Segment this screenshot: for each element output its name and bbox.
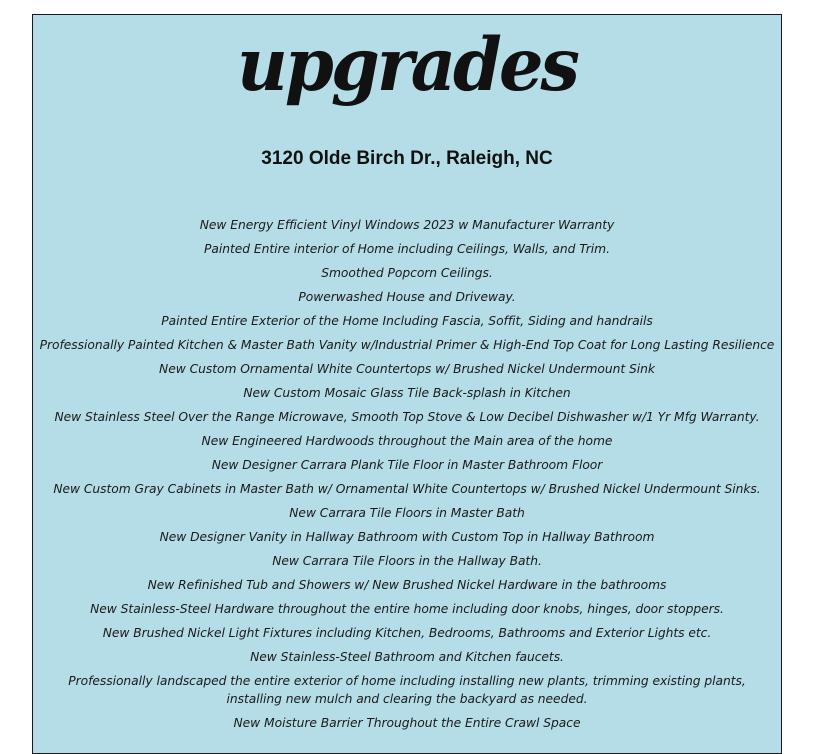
list-item: New Custom Ornamental White Countertops w/ Brushed Nickel Undermount Sink bbox=[159, 362, 655, 376]
list-item: New Refinished Tub and Showers w/ New Brushed Nickel Hardware in the bathrooms bbox=[147, 578, 667, 592]
list-item: New Stainless Steel Over the Range Microwave, Smooth Top Stove & Low Decibel Dishwasher w/1 Yr Mfg Warranty. bbox=[54, 410, 760, 424]
list-item: Professionally Painted Kitchen & Master Bath Vanity w/Industrial Primer & High-End Top Coat for Long Lasting Resilience bbox=[39, 338, 775, 352]
list-item: New Custom Mosaic Glass Tile Back-splash in Kitchen bbox=[243, 386, 571, 400]
list-item: New Designer Vanity in Hallway Bathroom with Custom Top in Hallway Bathroom bbox=[159, 530, 655, 544]
list-item: New Stainless-Steel Bathroom and Kitchen faucets. bbox=[250, 650, 564, 664]
list-item: New Custom Gray Cabinets in Master Bath w/ Ornamental White Countertops w/ Brushed Nickel Undermount Sinks. bbox=[53, 482, 761, 496]
list-item: New Stainless-Steel Hardware throughout the entire home including door knobs, hinges, door stoppers. bbox=[90, 602, 724, 616]
upgrades-title: upgrades bbox=[237, 20, 577, 109]
list-item-landscaping bbox=[33, 669, 781, 711]
list-item: New Moisture Barrier Throughout the Entire Crawl Space bbox=[233, 716, 581, 730]
list-item: Painted Entire interior of Home including Ceilings, Walls, and Trim. bbox=[204, 242, 610, 256]
list-item: Painted Entire Exterior of the Home Including Fascia, Soffit, Siding and handrails bbox=[161, 314, 653, 328]
list-item: New Carrara Tile Floors in the Hallway Bath. bbox=[272, 554, 542, 568]
property-address: 3120 Olde Birch Dr., Raleigh, NC bbox=[261, 148, 553, 169]
list-item: Smoothed Popcorn Ceilings. bbox=[321, 266, 493, 280]
list-item: New Engineered Hardwoods throughout the Main area of the home bbox=[201, 434, 613, 448]
landscaping-line-2: installing new mulch and clearing the backyard as needed. bbox=[226, 692, 588, 706]
landscaping-line-1: Professionally landscaped the entire exterior of home including installing new plants, trimming existing plants, bbox=[68, 674, 746, 688]
list-item: New Carrara Tile Floors in Master Bath bbox=[289, 506, 525, 520]
list-item: Powerwashed House and Driveway. bbox=[298, 290, 516, 304]
list-item: New Brushed Nickel Light Fixtures including Kitchen, Bedrooms, Bathrooms and Exterior Lights etc. bbox=[102, 626, 712, 640]
list-item: New Energy Efficient Vinyl Windows 2023 w Manufacturer Warranty bbox=[199, 218, 615, 232]
upgrades-list bbox=[33, 213, 781, 735]
flyer-page bbox=[32, 14, 782, 754]
list-item: New Designer Carrara Plank Tile Floor in Master Bathroom Floor bbox=[211, 458, 603, 472]
